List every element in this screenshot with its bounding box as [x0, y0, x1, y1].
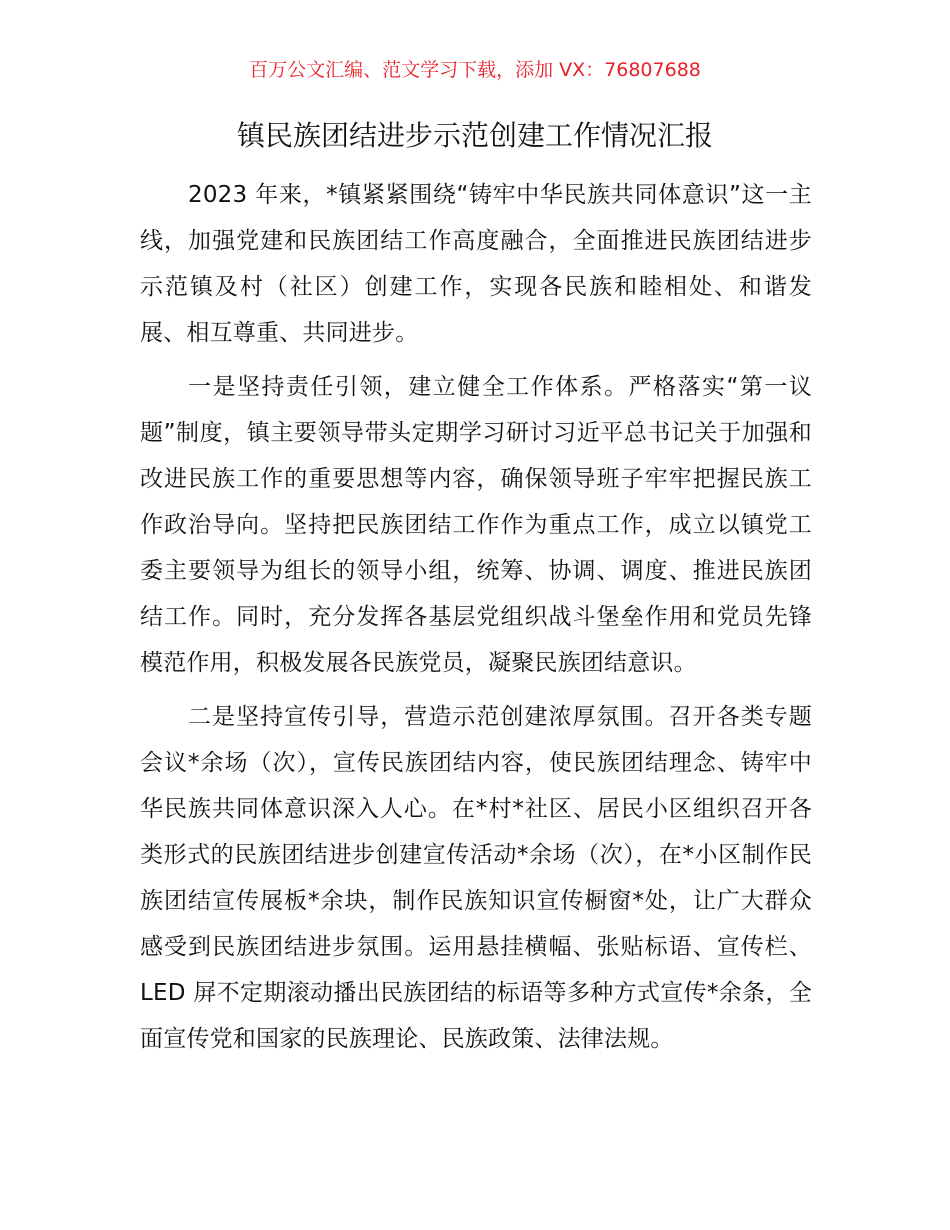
paragraph-responsibility: 一是坚持责任引领，建立健全工作体系。严格落实“第一议题”制度，镇主要领导带头定期学习研讨习近平总书记关于加强和改进民族工作的重要思想等内容，确保领导班子牢牢把握民族工作政治导向。坚持把民族团结工作作为重点工作，成立以镇党工委主要领导为组长的领导小组，统筹、协调、调度、推进民族团结工作。同时，充分发挥各基层党组织战斗堡垒作用和党员先锋模范作用，积极发展各民族党员，凝聚民族团结意识。 [140, 374, 812, 676]
document-title: 镇民族团结进步示范创建工作情况汇报 [236, 119, 713, 152]
document-body [140, 172, 812, 1062]
watermark-header: 百万公文汇编、范文学习下载，添加 VX：76807688 [249, 59, 701, 81]
paragraph-intro: 2023 年来，*镇紧紧围绕“铸牢中华民族共同体意识”这一主线，加强党建和民族团结工作高度融合，全面推进民族团结进步示范镇及村（社区）创建工作，实现各民族和睦相处、和谐发展、相互尊重、共同进步。 [140, 182, 812, 346]
paragraph-publicity: 二是坚持宣传引导，营造示范创建浓厚氛围。召开各类专题会议*余场（次），宣传民族团结内容，使民族团结理念、铸牢中华民族共同体意识深入人心。在*村*社区、居民小区组织召开各类形式的民族团结进步创建宣传活动*余场（次），在*小区制作民族团结宣传展板*余块，制作民族知识宣传橱窗*处，让广大群众感受到民族团结进步氛围。运用悬挂横幅、张贴标语、宣传栏、LED 屏不定期滚动播出民族团结的标语等多种方式宣传*余条，全面宣传党和国家的民族理论、民族政策、法律法规。 [140, 704, 812, 1052]
